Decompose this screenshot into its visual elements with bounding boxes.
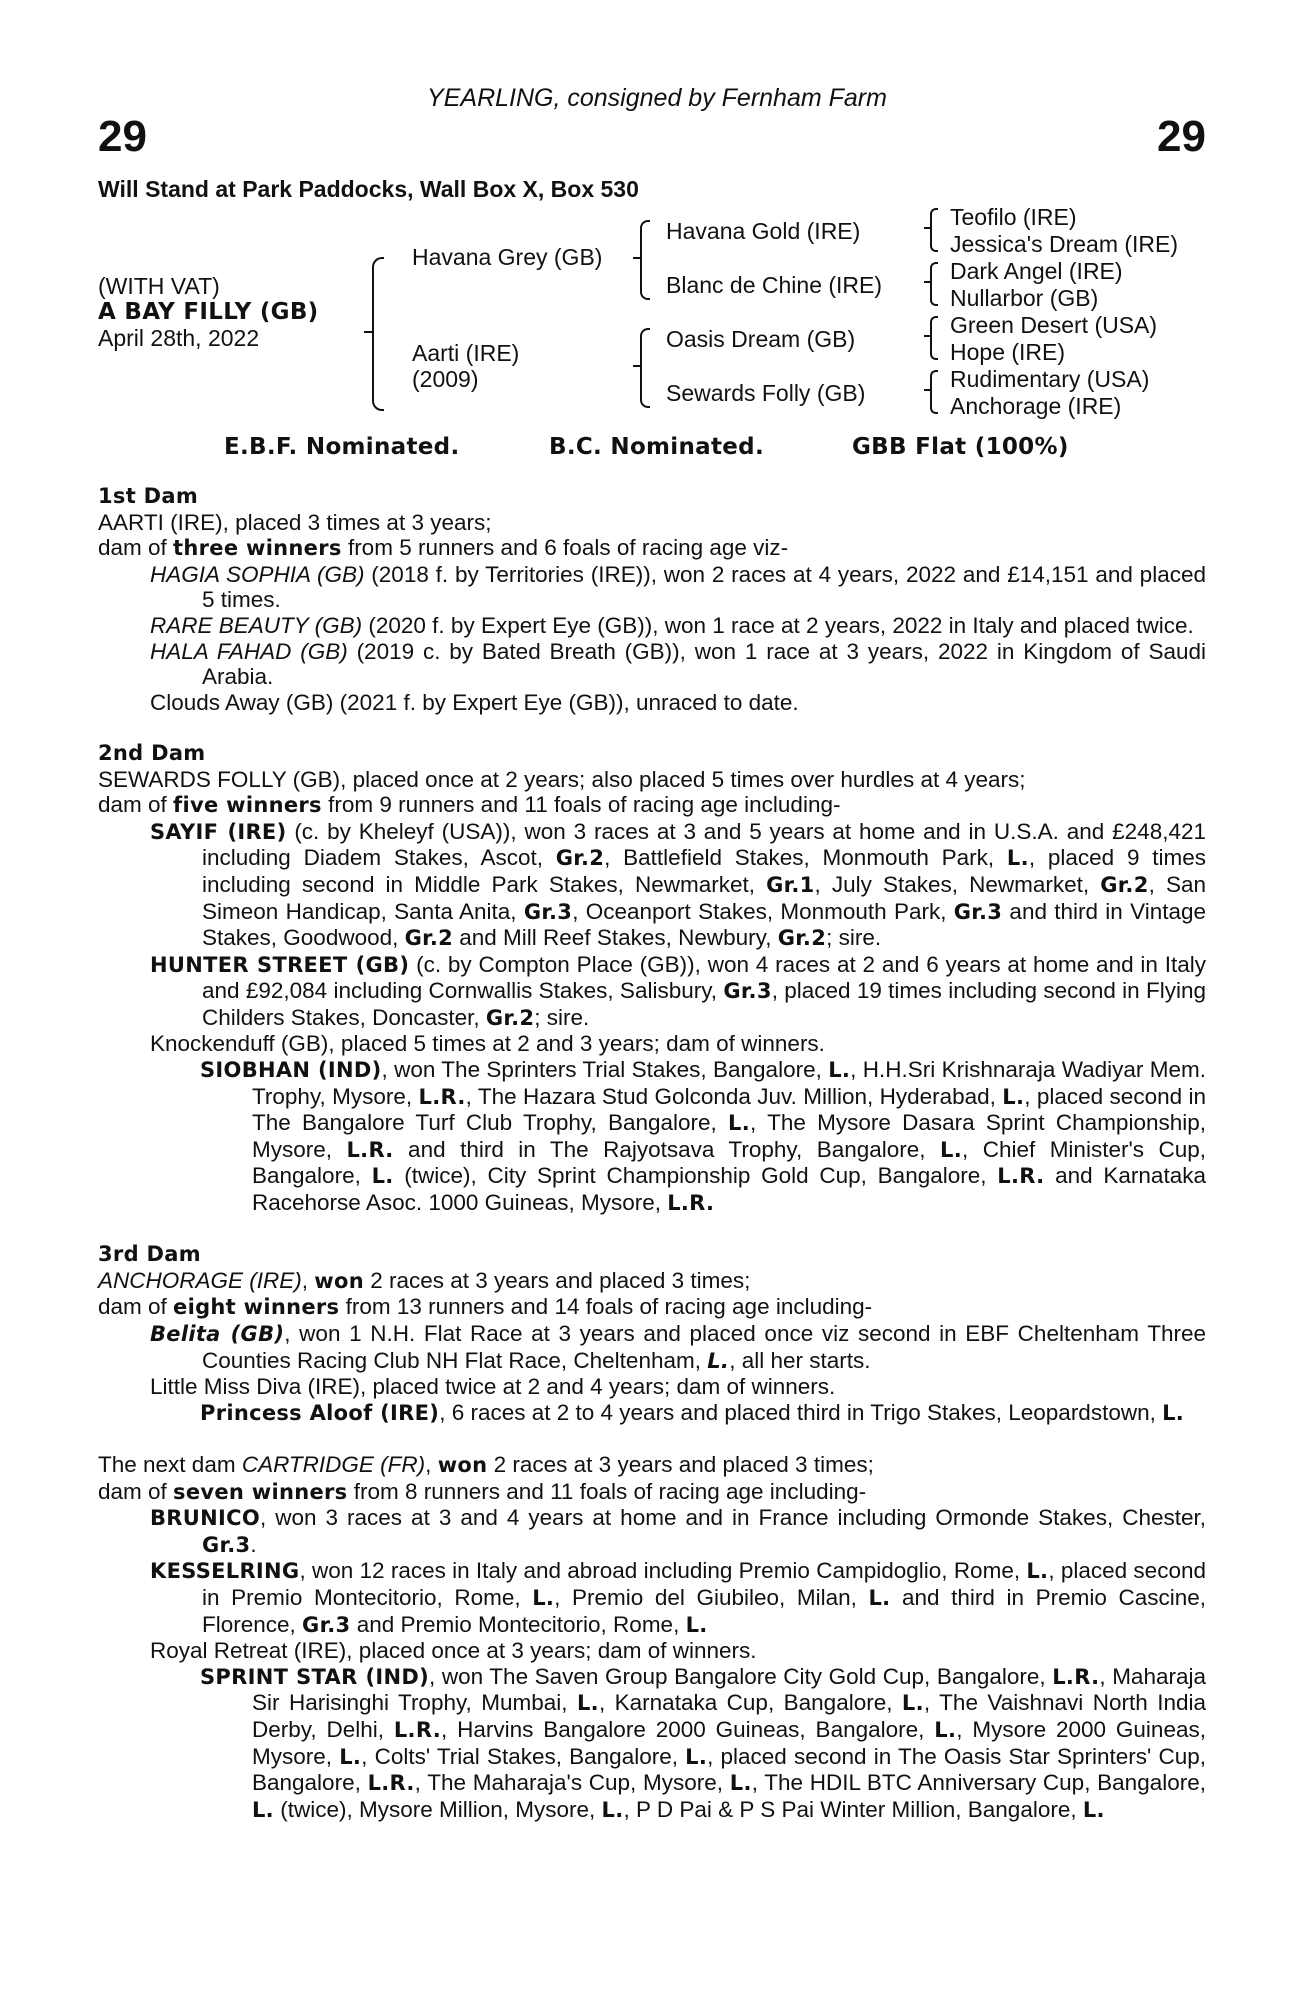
t: and third in The Rajyotsava Trophy, Bangalore, [393,1136,941,1162]
grade: L.R. [1052,1664,1100,1689]
lot-number-right: 29 [1157,112,1206,161]
horse-dob: April 28th, 2022 [98,325,260,351]
produce-record: (2018 f. by Territories (IRE)), won 2 races at 4 years, 2022 and £14,151 and placed 5 times. [202,561,1206,613]
t: dam of [98,1478,174,1504]
produce-name: SAYIF (IRE) [150,819,287,844]
t: , placed second in The Oasis Star Sprinters' Cup, Bangalore, [252,1743,1206,1796]
grade: L. [707,1348,730,1373]
pedigree-brace-sire-tip [633,257,641,259]
grade: L. [371,1164,394,1189]
grade: L. [685,1744,708,1769]
produce-entry: Little Miss Diva (IRE), placed twice at 2 and 4 years; dam of winners. [150,1374,836,1400]
t: ; sire. [534,1004,590,1030]
dam-name: CARTRIDGE (FR) [241,1451,426,1477]
winners-count: eight winners [173,1295,340,1320]
pedigree-sire-sire: Havana Gold (IRE) [666,218,861,244]
grade: L. [728,1111,751,1136]
grand-produce-entry [200,1400,1206,1427]
text: dam of [98,535,174,561]
winners-count: five winners [173,793,322,818]
pedigree-brace-dam [640,328,650,408]
grade: Gr.2 [777,926,827,951]
produce-name: SPRINT STAR (IND) [200,1664,430,1689]
grade: Gr.1 [766,872,815,897]
t: , placed second in Premio Montecitorio, Rome, [202,1558,1206,1610]
grade: Gr.3 [723,979,772,1004]
t: , won The Sprinters Trial Stakes, Bangalore, [381,1057,829,1083]
t: . [250,1531,257,1557]
won-label: won [314,1268,364,1293]
t: , won 1 N.H. Flat Race at 3 years and placed once viz second in EBF Cheltenham Three Counties Racing Club NH Flat Race, Cheltenham, [202,1321,1207,1373]
grade: Gr.3 [523,899,573,924]
grade: L.R. [997,1164,1045,1189]
third-dam-section [98,1242,1206,1426]
produce-name: HAGIA SOPHIA (GB) [150,561,365,587]
grade: L.R. [367,1771,415,1796]
grade: L. [934,1717,957,1742]
produce-entry [150,1558,1206,1638]
t: and third in Premio Cascine, Florence, [202,1584,1206,1637]
produce-name: KESSELRING [150,1559,300,1584]
grade: L. [1082,1797,1105,1822]
produce-entry [150,562,1206,613]
t: The next dam [98,1451,242,1477]
grade: L.R. [393,1717,441,1742]
produce-entry [150,1321,1206,1374]
t: , Premio del Giubileo, Milan, [554,1584,869,1610]
t: , all her starts. [729,1347,871,1373]
produce-entry [150,952,1206,1032]
grade: L.R. [418,1084,466,1109]
t: (c. by Kheleyf (USA)), won 3 races at 3 and 5 years at home and in U.S.A. and £248,421 including Diadem Stakes, Ascot, [202,818,1206,871]
dam-name: ANCHORAGE (IRE) [98,1267,302,1293]
pedigree-sire-dam: Blanc de Chine (IRE) [666,272,883,298]
grade: L. [252,1797,274,1822]
produce-name: HUNTER STREET (GB) [150,952,410,977]
produce-entry [150,639,1206,690]
pedigree-sds: Dark Angel (IRE) [950,258,1123,284]
t: (twice), City Sprint Championship Gold Cup, Bangalore, [393,1163,998,1189]
grade: Gr.2 [1100,872,1149,897]
lot-number-left: 29 [98,112,147,161]
grade: L. [1026,1559,1049,1584]
t: , Mysore 2000 Guineas, Mysore, [252,1716,1206,1769]
third-dam-heading: 3rd Dam [98,1242,201,1267]
pedigree-brace-g3-3-tip [924,335,932,337]
t: 2 races at 3 years and placed 3 times; [363,1267,751,1293]
produce-name: SIOBHAN (IND) [200,1058,382,1083]
t: from 13 runners and 14 foals of racing age including- [339,1294,873,1320]
produce-name: Princess Aloof (IRE) [200,1400,440,1425]
second-dam-intro: SEWARDS FOLLY (GB), placed once at 2 years; also placed 5 times over hurdles at 4 years; [98,766,1026,792]
t: , The Mysore Dasara Sprint Championship, Mysore, [252,1110,1206,1162]
pedigree-dds: Rudimentary (USA) [950,366,1150,392]
t: , Colts' Trial Stakes, Bangalore, [361,1743,686,1769]
t: , The Hazara Stud Golconda Juv. Million, Hyderabad, [465,1083,1003,1109]
grade: L. [729,1771,752,1796]
t: , [425,1451,438,1477]
winners-count: three winners [173,536,342,561]
produce-entry [150,819,1206,952]
grade: L. [685,1612,708,1637]
pedigree-dss: Green Desert (USA) [950,312,1158,338]
won-label: won [437,1452,488,1477]
first-dam-intro: AARTI (IRE), placed 3 times at 3 years; [98,509,492,535]
t: and Karnataka Racehorse Asoc. 1000 Guineas, Mysore, [252,1163,1206,1216]
t: , The Vaishnavi North India Derby, Delhi, [252,1690,1206,1742]
grade: Gr.3 [953,899,1003,924]
t: , Chief Minister's Cup, Bangalore, [252,1136,1206,1189]
vat-note: (WITH VAT) [98,273,220,299]
second-dam-section [98,741,1206,1217]
pedigree-brace-g3-3 [930,316,938,360]
pedigree-brace-g3-2-tip [924,281,932,283]
t: dam of [98,1294,174,1320]
t: , H.H.Sri Krishnaraja Wadiyar Mem. Trophy, Mysore, [252,1057,1206,1109]
t: , Battlefield Stakes, Monmouth Park, [604,845,1007,871]
catalogue-body [98,484,1206,1849]
grand-produce-entry [200,1664,1206,1824]
t: , placed 9 times including second in Middle Park Stakes, Newmarket, [202,845,1207,897]
pedigree-ddd: Anchorage (IRE) [950,393,1122,419]
pedigree-ssd: Jessica's Dream (IRE) [950,231,1179,257]
first-dam-heading: 1st Dam [98,484,199,508]
t: , [301,1267,315,1293]
grade: L. [901,1691,924,1716]
text: from 5 runners and 6 foals of racing age viz- [341,535,789,561]
produce-record: (2020 f. by Expert Eye (GB)), won 1 race at 2 years, 2022 in Italy and placed twice. [362,612,1194,638]
grade: L.R. [346,1137,394,1162]
grade: L. [1002,1084,1025,1109]
first-dam-produce-summary [98,535,1206,562]
third-dam-produce-summary [98,1294,1206,1321]
t: , San Simeon Handicap, Santa Anita, [202,871,1206,924]
t: , won 3 races at 3 and 4 years at home and in France including Ormonde Stakes, Chester, [259,1505,1206,1531]
produce-record: (2019 c. by Bated Breath (GB)), won 1 race at 3 years, 2022 in Kingdom of Saudi Arabia. [202,638,1206,690]
next-dam-produce-summary [98,1479,1206,1506]
ebf-nomination: E.B.F. Nominated. [224,434,460,460]
t: , won The Saven Group Bangalore City Gold Cup, Bangalore, [429,1663,1053,1689]
t: , The Maharaja's Cup, Mysore, [414,1770,730,1796]
pedigree-brace-g3-4-tip [924,389,932,391]
t: , Maharaja Sir Harisinghi Trophy, Mumbai, [252,1663,1206,1716]
t: and Premio Montecitorio, Rome, [350,1611,686,1637]
t: , P D Pai & P S Pai Winter Million, Bangalore, [623,1796,1083,1822]
pedigree-dam-sire: Oasis Dream (GB) [666,326,856,352]
produce-entry: Clouds Away (GB) (2021 f. by Expert Eye (GB)), unraced to date. [150,689,799,715]
grand-produce-entry [200,1057,1206,1217]
grade: L. [576,1691,599,1716]
pedigree-sdd: Nullarbor (GB) [950,285,1099,311]
t: , won 12 races in Italy and abroad including Premio Campidoglio, Rome, [299,1558,1027,1584]
gbb-nomination: GBB Flat (100%) [852,434,1069,460]
grade: L. [1006,846,1029,871]
pedigree-brace-dam-tip [633,365,641,367]
t: and Mill Reef Stakes, Newbury, [453,925,778,951]
pedigree-brace-main [372,257,384,411]
produce-entry: Knockenduff (GB), placed 5 times at 2 and 3 years; dam of winners. [150,1031,825,1057]
grade: L.R. [667,1191,715,1216]
produce-name: RARE BEAUTY (GB) [150,612,363,638]
produce-name: HALA FAHAD (GB) [150,638,348,664]
t: (c. by Compton Place (GB)), won 4 races at 2 and 6 years at home and in Italy and £92,084 including Cornwallis Stakes, Salisbury, [202,951,1206,1004]
produce-entry: Royal Retreat (IRE), placed once at 3 years; dam of winners. [150,1638,757,1664]
pedigree-brace-g3-4 [930,370,938,414]
page-subtitle: YEARLING, consigned by Fernham Farm [427,84,887,112]
next-dam-section [98,1452,1206,1823]
produce-name: Belita (GB) [150,1322,285,1346]
grade: Gr.3 [302,1612,351,1637]
t: , The HDIL BTC Anniversary Cup, Bangalore, [751,1770,1206,1796]
grade: Gr.3 [202,1532,251,1557]
produce-entry [150,613,1206,639]
stand-location: Will Stand at Park Paddocks, Wall Box X, Box 530 [98,176,639,202]
t: , July Stakes, Newmarket, [814,871,1101,897]
first-dam-section [98,484,1206,715]
t: , Oceanport Stakes, Monmouth Park, [572,898,954,924]
text: dam of [98,792,174,818]
pedigree-brace-tip [364,331,372,333]
text: from 9 runners and 11 foals of racing age including- [321,792,841,818]
pedigree-sss: Teofilo (IRE) [950,204,1077,230]
grade: L. [868,1585,891,1610]
grade: L. [1162,1400,1185,1425]
pedigree-dam-dam: Sewards Folly (GB) [666,380,866,406]
t: , 6 races at 2 to 4 years and placed third in Trigo Stakes, Leopardstown, [439,1399,1163,1425]
second-dam-heading: 2nd Dam [98,740,206,765]
pedigree-sire: Havana Grey (GB) [412,244,603,270]
t: , Karnataka Cup, Bangalore, [598,1690,902,1716]
t: 2 races at 3 years and placed 3 times; [487,1451,874,1477]
pedigree-dam: Aarti (IRE) [412,340,520,366]
t: ; sire. [826,925,882,951]
t: , Harvins Bangalore 2000 Guineas, Bangalore, [440,1716,935,1742]
pedigree-brace-g3-2 [930,262,938,306]
horse-name: A BAY FILLY (GB) [98,299,319,325]
produce-name: BRUNICO [150,1506,260,1531]
grade: L. [828,1058,851,1083]
pedigree-brace-g3-1-tip [924,227,932,229]
t: , placed 19 times including second in Flying Childers Stakes, Doncaster, [202,978,1206,1030]
produce-entry [150,1505,1206,1558]
grade: L. [940,1137,962,1162]
third-dam-intro [98,1268,1206,1295]
pedigree-brace-g3-1 [930,208,938,252]
grade: Gr.2 [555,846,605,871]
grade: L. [339,1744,362,1769]
pedigree-dsd: Hope (IRE) [950,339,1066,365]
grade: Gr.2 [404,926,454,951]
t: and third in Vintage Stakes, Goodwood, [202,898,1206,951]
grade: L. [532,1585,555,1610]
t: from 8 runners and 11 foals of racing age including- [347,1478,867,1504]
second-dam-produce-summary [98,792,1206,819]
next-dam-intro [98,1452,1206,1479]
t: (twice), Mysore Million, Mysore, [273,1796,602,1822]
grade: L. [601,1797,624,1822]
pedigree-brace-sire [640,220,650,300]
pedigree-dam-year: (2009) [412,366,479,392]
winners-count: seven winners [173,1479,348,1504]
bc-nomination: B.C. Nominated. [549,434,764,460]
t: , placed second in The Bangalore Turf Club Trophy, Bangalore, [252,1083,1206,1136]
grade: Gr.2 [485,1005,535,1030]
